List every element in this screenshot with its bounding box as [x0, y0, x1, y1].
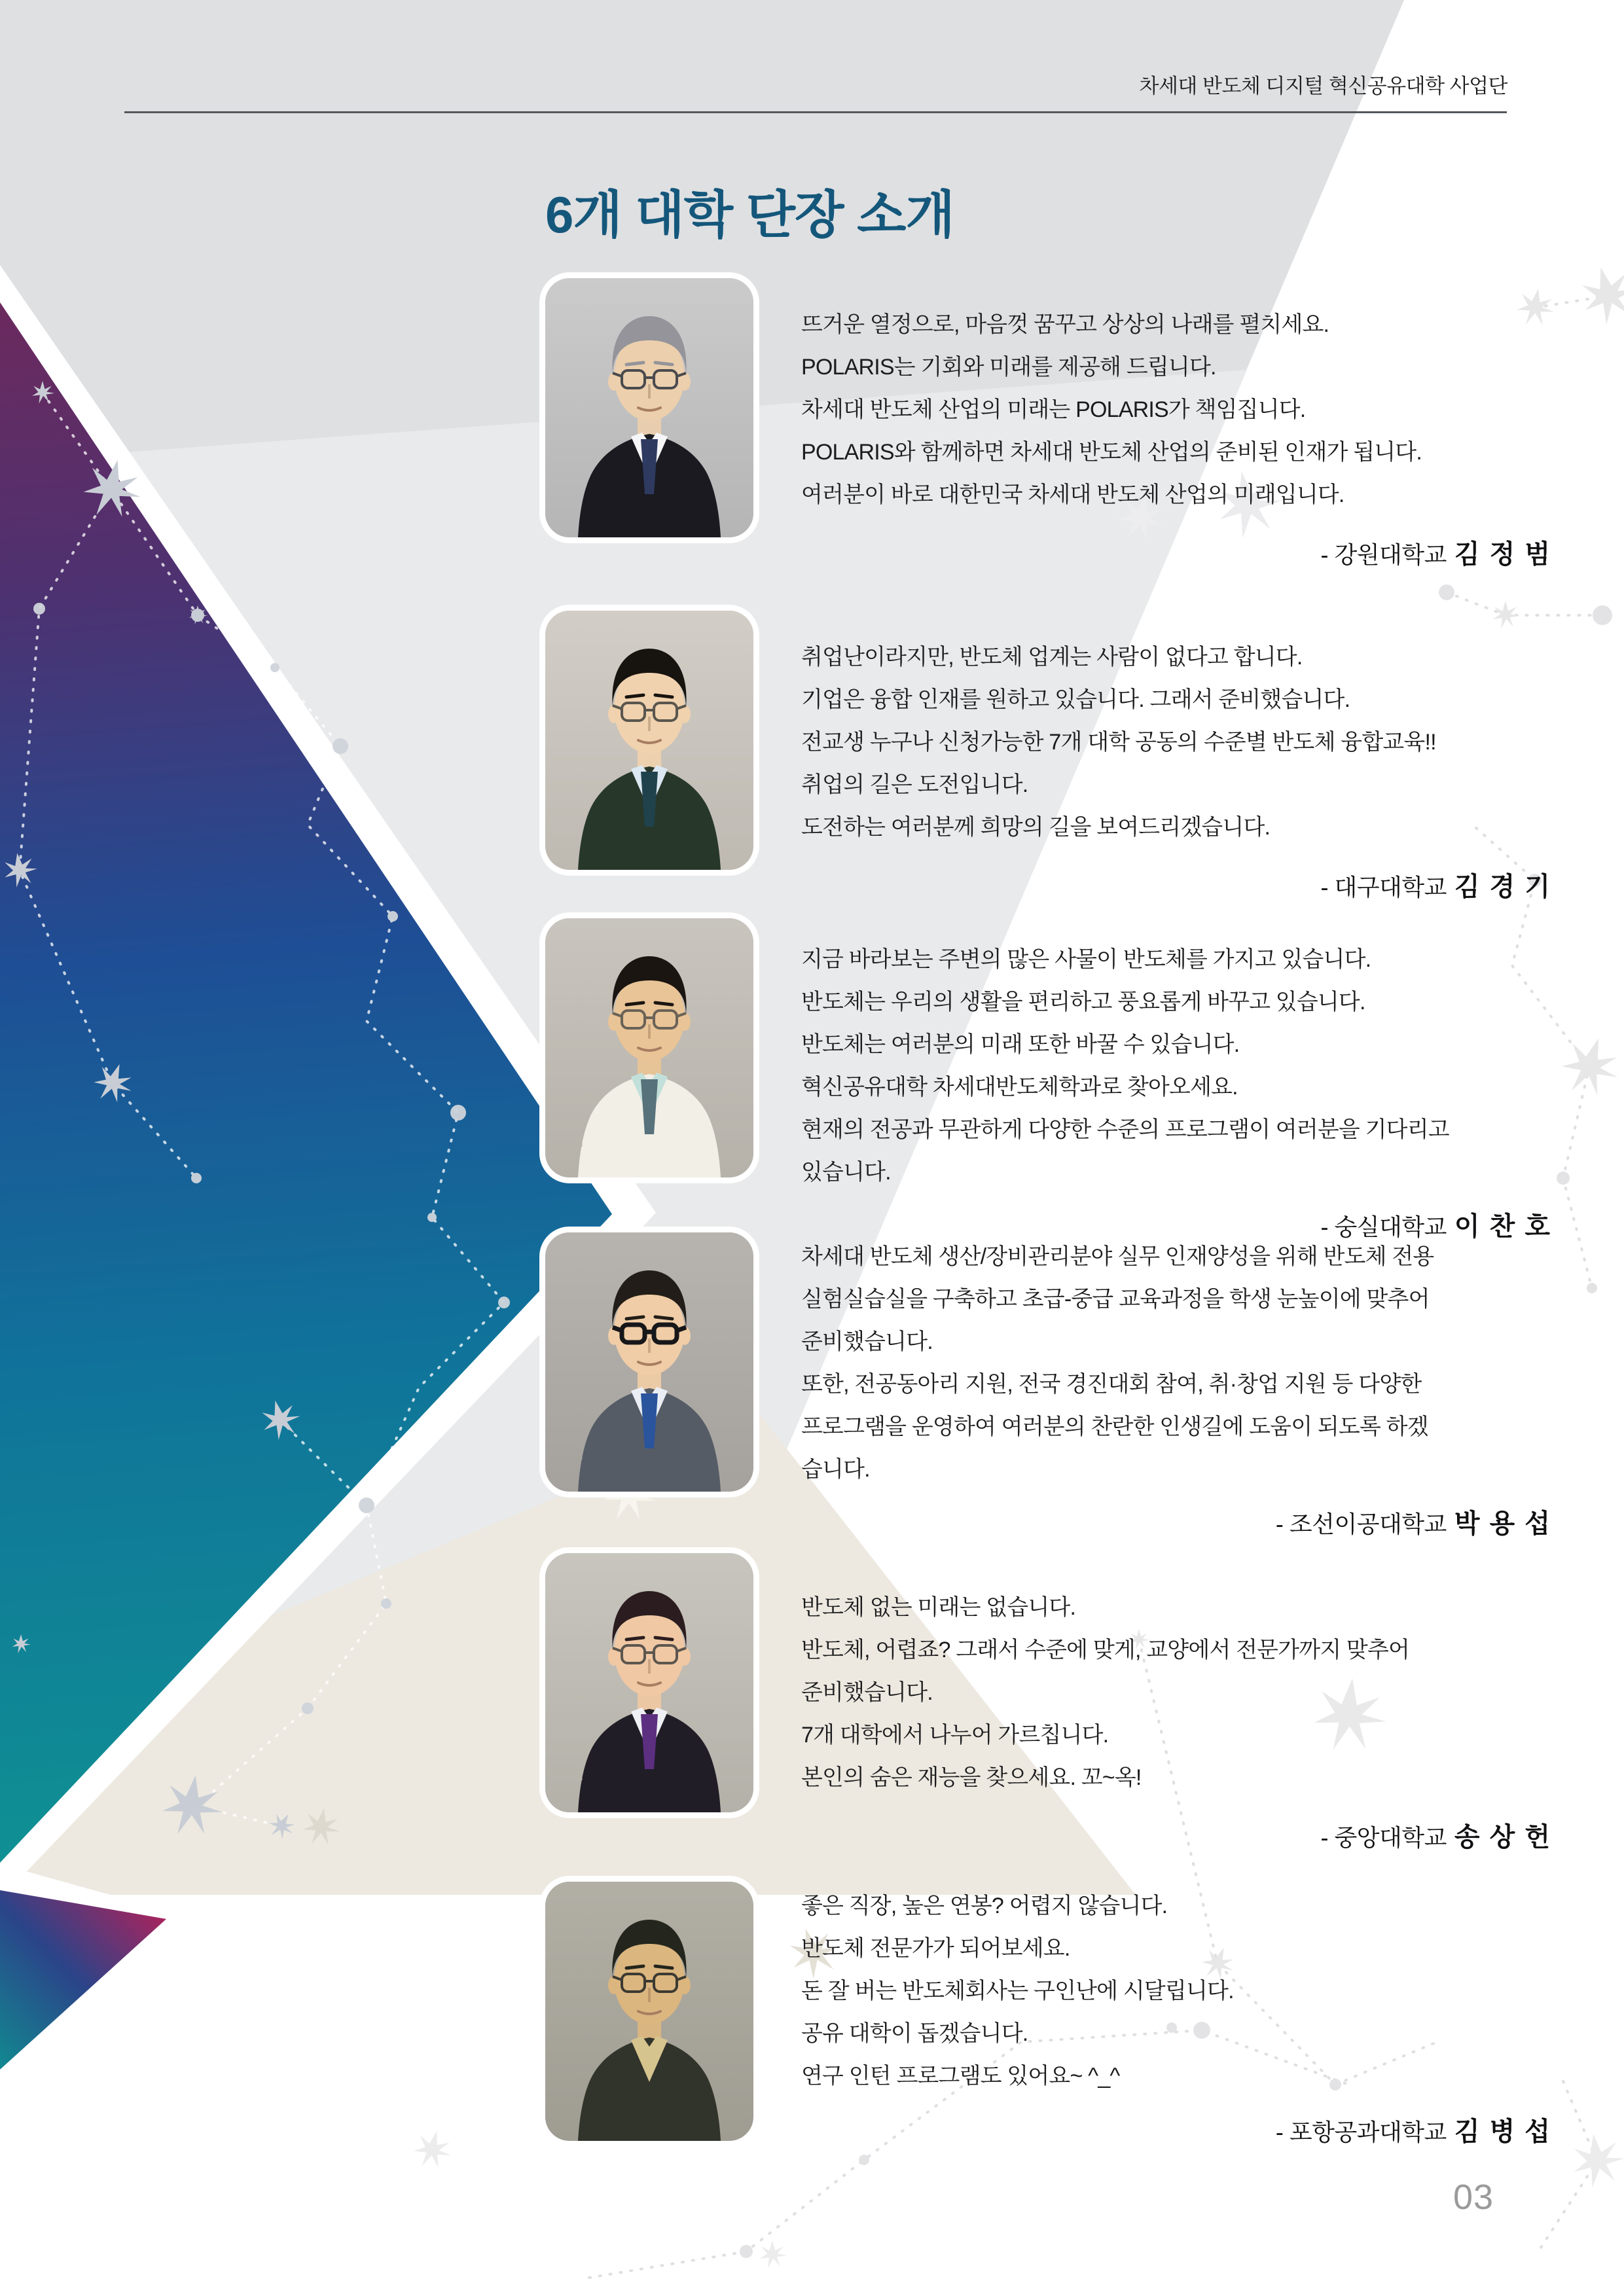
page-number: 03: [1453, 2178, 1494, 2217]
affiliation-label: - 강원대학교: [1320, 541, 1447, 568]
quote-line: 준비했습니다.: [801, 1329, 933, 1354]
profile-photo: [539, 1876, 759, 2147]
profile-section: [0, 1547, 1624, 1852]
profile-section: [0, 1227, 1624, 1538]
profile-attribution: [801, 866, 1551, 903]
quote-line: 있습니다.: [801, 1160, 891, 1185]
profile-section: [0, 912, 1624, 1241]
affiliation-label: - 중앙대학교: [1320, 1824, 1447, 1851]
person-avatar: [545, 1232, 753, 1492]
profile-quote: [801, 1236, 1551, 1491]
quote-line: 현재의 전공과 무관하게 다양한 수준의 프로그램이 여러분을 기다리고: [801, 1117, 1449, 1142]
person-name: 박 용 섭: [1454, 1509, 1551, 1538]
affiliation-label: - 포항공과대학교: [1275, 2119, 1447, 2145]
quote-line: 공유 대학이 돕겠습니다.: [801, 2021, 1028, 2046]
person-avatar: [545, 1882, 753, 2141]
person-avatar: [545, 278, 753, 537]
quote-line: 차세대 반도체 생산/장비관리분야 실무 인재양성을 위해 반도체 전용: [801, 1244, 1434, 1269]
profile-text-block: [801, 1876, 1551, 2148]
profile-quote: [801, 304, 1551, 516]
quote-line: 지금 바라보는 주변의 많은 사물이 반도체를 가지고 있습니다.: [801, 947, 1371, 972]
header-organization: 차세대 반도체 디지털 혁신공유대학 사업단: [1139, 75, 1507, 98]
profile-photo: [539, 912, 759, 1183]
profile-text-block: [801, 1227, 1551, 1540]
quote-line: 반도체 없는 미래는 없습니다.: [801, 1595, 1076, 1620]
page-title: 6개 대학 단장 소개: [545, 186, 954, 243]
quote-line: 준비했습니다.: [801, 1680, 933, 1705]
quote-line: 여러분이 바로 대한민국 차세대 반도체 산업의 미래입니다.: [801, 482, 1344, 507]
profile-text-block: [801, 912, 1551, 1243]
profile-text-block: [801, 605, 1551, 903]
affiliation-label: - 대구대학교: [1320, 874, 1447, 901]
profile-photo: [539, 272, 759, 543]
quote-line: 반도체, 어렵죠? 그래서 수준에 맞게, 교양에서 전문가까지 맞추어: [801, 1638, 1410, 1662]
quote-line: POLARIS와 함께하면 차세대 반도체 산업의 준비된 인재가 됩니다.: [801, 440, 1422, 465]
quote-line: 뜨거운 열정으로, 마음껏 꿈꾸고 상상의 나래를 펼치세요.: [801, 312, 1329, 337]
profile-photo: [539, 1547, 759, 1818]
quote-line: 혁신공유대학 차세대반도체학과로 찾아오세요.: [801, 1075, 1238, 1100]
profile-section: [0, 1876, 1624, 2146]
affiliation-label: - 조선이공대학교: [1275, 1511, 1447, 1537]
quote-line: 전교생 누구나 신청가능한 7개 대학 공동의 수준별 반도체 융합교육!!: [801, 730, 1436, 755]
profile-photo: [539, 605, 759, 876]
profile-attribution: [801, 1503, 1551, 1540]
quote-line: 돈 잘 버는 반도체회사는 구인난에 시달립니다.: [801, 1979, 1234, 2003]
person-avatar: [545, 1553, 753, 1812]
person-name: 송 상 헌: [1454, 1823, 1551, 1852]
person-avatar: [545, 918, 753, 1177]
profile-text-block: [801, 272, 1551, 571]
quote-line: 기업은 융합 인재를 원하고 있습니다. 그래서 준비했습니다.: [801, 687, 1350, 712]
profile-section: [0, 272, 1624, 569]
person-avatar: [545, 611, 753, 870]
quote-line: 또한, 전공동아리 지원, 전국 경진대회 참여, 취·창업 지원 등 다양한: [801, 1372, 1422, 1397]
profile-quote: [801, 1587, 1551, 1799]
quote-line: 반도체는 우리의 생활을 편리하고 풍요롭게 바꾸고 있습니다.: [801, 990, 1365, 1014]
quote-line: 차세대 반도체 산업의 미래는 POLARIS가 책임집니다.: [801, 397, 1306, 422]
quote-line: 7개 대학에서 나누어 가르칩니다.: [801, 1723, 1109, 1748]
profile-attribution: [801, 2111, 1551, 2148]
profile-quote: [801, 1885, 1551, 2098]
person-name: 김 병 섭: [1454, 2117, 1551, 2146]
quote-line: 취업의 길은 도전입니다.: [801, 772, 1028, 797]
quote-line: POLARIS는 기회와 미래를 제공해 드립니다.: [801, 355, 1216, 380]
quote-line: 본인의 숨은 재능을 찾으세요. 꼬~옥!: [801, 1765, 1142, 1790]
profile-attribution: [801, 1816, 1551, 1854]
profile-text-block: [801, 1547, 1551, 1854]
profile-attribution: [801, 533, 1551, 571]
affiliation-label: - 숭실대학교: [1320, 1213, 1447, 1240]
quote-line: 습니다.: [801, 1457, 870, 1482]
person-name: 김 정 범: [1454, 540, 1551, 569]
quote-line: 좋은 직장, 높은 연봉? 어렵지 않습니다.: [801, 1893, 1168, 1918]
quote-line: 취업난이라지만, 반도체 업계는 사람이 없다고 합니다.: [801, 645, 1303, 670]
header-rule: [124, 111, 1507, 113]
profile-quote: [801, 636, 1551, 849]
person-name: 이 찬 호: [1454, 1212, 1551, 1241]
quote-line: 실험실습실을 구축하고 초급-중급 교육과정을 학생 눈높이에 맞추어: [801, 1287, 1430, 1312]
profile-quote: [801, 939, 1551, 1194]
quote-line: 반도체 전문가가 되어보세요.: [801, 1936, 1070, 1961]
quote-line: 도전하는 여러분께 희망의 길을 보여드리겠습니다.: [801, 815, 1271, 840]
quote-line: 연구 인턴 프로그램도 있어요~ ^_^: [801, 2064, 1120, 2089]
quote-line: 프로그램을 운영하여 여러분의 찬란한 인생길에 도움이 되도록 하겠: [801, 1414, 1428, 1439]
quote-line: 반도체는 여러분의 미래 또한 바꿀 수 있습니다.: [801, 1032, 1240, 1057]
person-name: 김 경 기: [1454, 872, 1551, 901]
profile-photo: [539, 1227, 759, 1498]
profile-section: [0, 605, 1624, 901]
